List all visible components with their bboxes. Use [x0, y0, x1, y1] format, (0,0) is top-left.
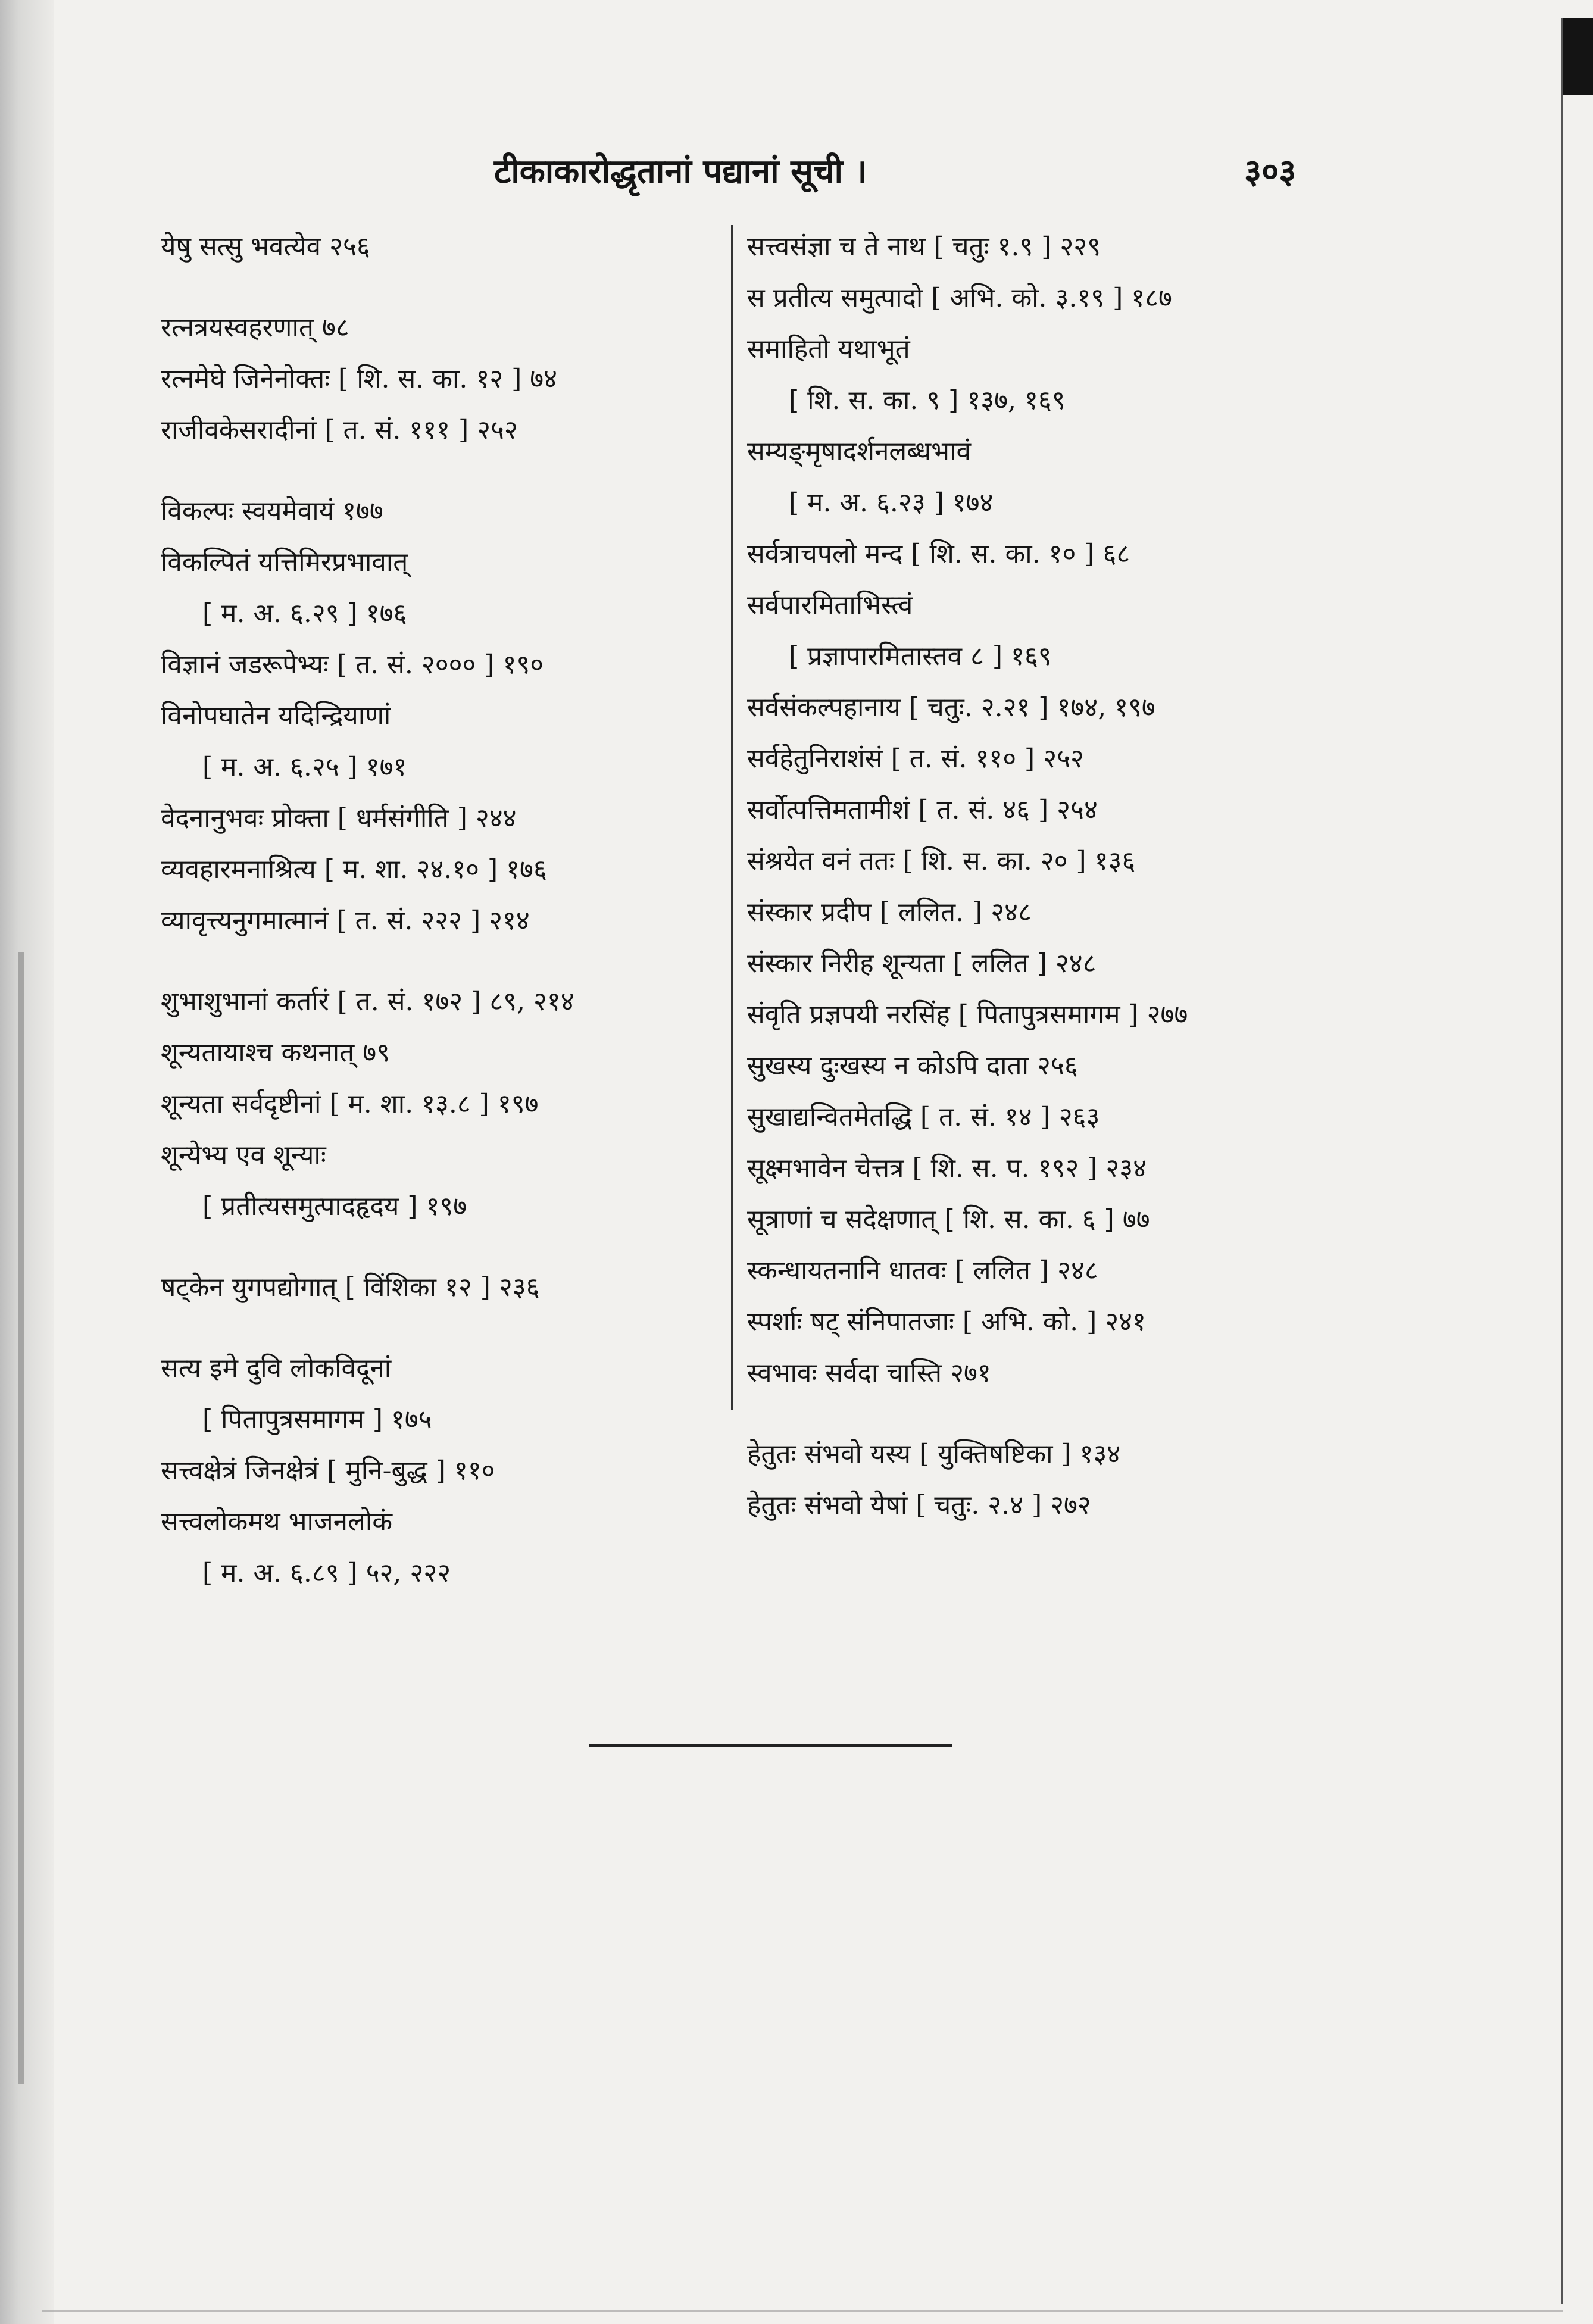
index-entry: सर्वोत्पत्तिमतामीशं [ त. सं. ४६ ] २५४: [747, 795, 1098, 825]
index-entry: संवृति प्रज्ञपयी नरसिंह [ पितापुत्रसमागम ] २७७: [747, 999, 1188, 1030]
index-entry-reference: [ म. अ. ६.२९ ] १७६: [202, 598, 407, 629]
index-entry: हेतुतः संभवो यस्य [ युक्तिषष्टिका ] १३४: [747, 1439, 1121, 1469]
index-entry: स्कन्धायतनानि धातवः [ ललित ] २४८: [747, 1255, 1098, 1286]
index-entry: संस्कार प्रदीप [ ललित. ] २४८: [747, 897, 1032, 927]
index-entry: सूक्ष्मभावेन चेत्तत्र [ शि. स. प. १९२ ] २३४: [747, 1153, 1147, 1183]
index-entry: स्वभावः सर्वदा चास्ति २७१: [747, 1358, 991, 1388]
index-entry: येषु सत्सु भवत्येव २५६: [161, 232, 370, 262]
index-entry: संस्कार निरीह शून्यता [ ललित ] २४८: [747, 948, 1097, 979]
end-of-index-rule: [589, 1744, 952, 1747]
book-spine-mark: [1562, 18, 1593, 95]
index-entry-reference: [ म. अ. ६.८९ ] ५२, २२२: [202, 1558, 451, 1588]
index-entry-reference: [ प्रतीत्यसमुत्पादहृदय ] १९७: [202, 1191, 467, 1222]
index-entry: समाहितो यथाभूतं: [747, 334, 910, 364]
page-bottom-edge: [42, 2310, 1563, 2312]
index-column-left: [161, 221, 714, 1599]
index-entry: शून्येभ्य एव शून्याः: [161, 1140, 326, 1170]
index-entry: सर्वसंकल्पहानाय [ चतुः. २.२१ ] १७४, १९७: [747, 692, 1155, 723]
running-title: टीकाकारोद्धृतानां पद्यानां सूची ।: [494, 152, 867, 191]
index-entry: स प्रतीत्य समुत्पादो [ अभि. को. ३.१९ ] १८७: [747, 283, 1172, 313]
index-entry: राजीवकेसरादीनां [ त. सं. १११ ] २५२: [161, 415, 518, 445]
index-entry: रत्नत्रयस्वहरणात् ७८: [161, 313, 349, 343]
index-entry: सत्त्वलोकमथ भाजनलोकं: [161, 1507, 393, 1537]
index-entry-reference: [ प्रज्ञापारमितास्तव ८ ] १६९: [789, 641, 1052, 671]
index-entry: हेतुतः संभवो येषां [ चतुः. २.४ ] २७२: [747, 1490, 1091, 1520]
index-entry-reference: [ म. अ. ६.२५ ] १७१: [202, 752, 407, 782]
index-entry: वेदनानुभवः प्रोक्ता [ धर्मसंगीति ] २४४: [161, 803, 517, 833]
index-column-right: [747, 221, 1342, 1531]
index-entry: सर्वपारमिताभिस्त्वं: [747, 590, 913, 620]
index-entry: सत्य इमे दुवि लोकविदूनां: [161, 1353, 392, 1383]
page-right-edge: [1561, 18, 1563, 2304]
index-entry: विनोपघातेन यदिन्द्रियाणां: [161, 701, 391, 731]
index-entry: व्यावृत्त्यनुगमात्मानं [ त. सं. २२२ ] २१४: [161, 905, 530, 936]
index-entry: सूत्राणां च सदेक्षणात् [ शि. स. का. ६ ] ७७: [747, 1204, 1150, 1235]
scan-edge-shadow: [0, 0, 54, 2324]
index-entry: संश्रयेत वनं ततः [ शि. स. का. २० ] १३६: [747, 846, 1136, 876]
index-entry: विज्ञानं जडरूपेभ्यः [ त. सं. २००० ] १९०: [161, 649, 544, 680]
scan-left-rule: [18, 952, 24, 2084]
index-entry: सर्वत्राचपलो मन्द [ शि. स. का. १० ] ६८: [747, 539, 1130, 569]
index-entry: षट्केन युगपद्योगात् [ विंशिका १२ ] २३६: [161, 1272, 540, 1302]
index-entry: स्पर्शाः षट् संनिपातजाः [ अभि. को. ] २४१: [747, 1307, 1146, 1337]
index-entry-reference: [ शि. स. का. ९ ] १३७, १६९: [789, 385, 1066, 416]
index-entry-reference: [ पितापुत्रसमागम ] १७५: [202, 1404, 432, 1435]
index-entry: व्यवहारमनाश्रित्य [ म. शा. २४.१० ] १७६: [161, 854, 547, 885]
column-divider: [731, 225, 733, 1410]
index-entry: सर्वहेतुनिराशंसं [ त. सं. ११० ] २५२: [747, 744, 1084, 774]
index-entry: शून्यता सर्वदृष्टीनां [ म. शा. १३.८ ] १९७: [161, 1089, 539, 1119]
index-entry: सुखस्य दुःखस्य न कोऽपि दाता २५६: [747, 1051, 1078, 1081]
index-entry: रत्नमेघे जिनेनोक्तः [ शि. स. का. १२ ] ७४: [161, 364, 558, 394]
page-number: ३०३: [1244, 152, 1297, 191]
index-entry: शुभाशुभानां कर्तारं [ त. सं. १७२ ] ८९, २१४: [161, 986, 574, 1017]
index-entry: विकल्पः स्वयमेवायं १७७: [161, 496, 383, 526]
index-entry: विकल्पितं यत्तिमिरप्रभावात्: [161, 547, 408, 577]
index-entry: शून्यतायाश्च कथनात् ७९: [161, 1038, 390, 1068]
index-entry-reference: [ म. अ. ६.२३ ] १७४: [789, 488, 994, 518]
index-entry: सम्यङ्मृषादर्शनलब्धभावं: [747, 436, 971, 467]
index-entry: सत्त्वसंज्ञा च ते नाथ [ चतुः १.९ ] २२९: [747, 232, 1101, 262]
index-entry: सुखाद्यन्वितमेतद्धि [ त. सं. १४ ] २६३: [747, 1102, 1100, 1132]
index-entry: सत्त्वक्षेत्रं जिनक्षेत्रं [ मुनि-बुद्ध ] ११०: [161, 1455, 495, 1486]
